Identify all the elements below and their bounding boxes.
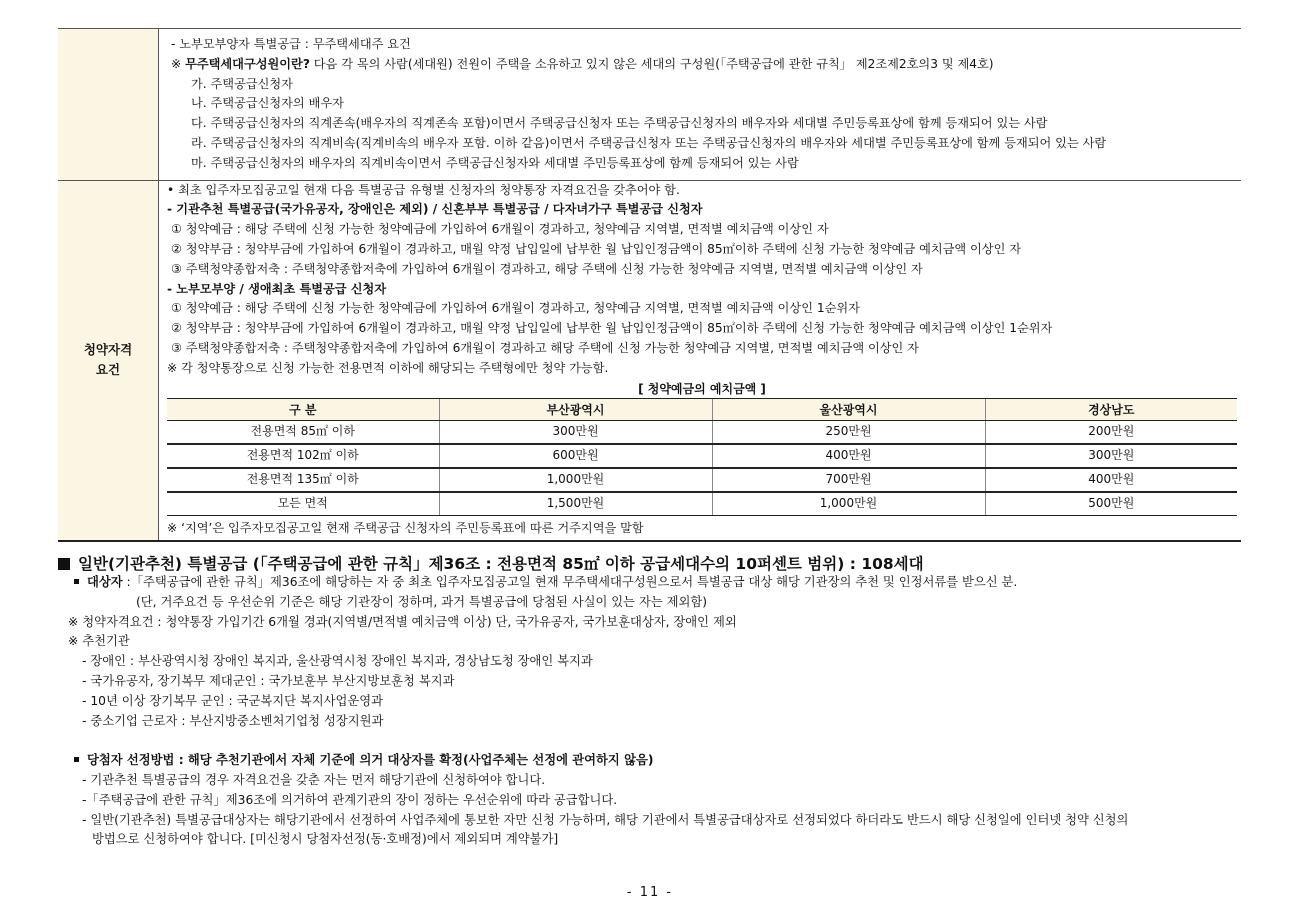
list-item: - 국가유공자, 장기복무 제대군인 : 국가보훈부 부산지방보훈청 복지과 [82, 673, 455, 688]
list-item: - 중소기업 근로자 : 부산지방중소벤처기업청 성장지원과 [82, 713, 384, 728]
definition-line: ※ 무주택세대구성원이란? 다음 각 목의 사람(세대원) 전원이 주택을 소유하고 있지 않은 세대의 구성원(「주택공급에 관한 규칙」 제2조제2호의3 및 제4호) [171, 56, 994, 71]
list-item: - 장애인 : 부산광역시청 장애인 복지과, 울산광역시청 장애인 복지과, 경상남도청 장애인 복지과 [82, 654, 593, 669]
deposit-table [167, 398, 1237, 516]
column-header: 경상남도 [985, 398, 1237, 420]
list-item: ① 청약예금 : 해당 주택에 신청 가능한 청약예금에 가입하여 6개월이 경과하고, 청약예금 지역별, 면적별 예치금액 이상인 자 [171, 222, 829, 237]
section-title: 일반(기관추천) 특별공급 (「주택공급에 관한 규칙」제36조 : 전용면적 85㎡ 이하 공급세대수의 10퍼센트 범위) : 108세대 [58, 552, 924, 574]
definition-term: 무주택세대구성원이란? [185, 56, 310, 71]
table-row: 모든 면적 1,500만원 1,000만원 500만원 [167, 492, 1237, 516]
note-line: ※ ‘지역’은 입주자모집공고일 현재 주택공급 신청자의 주민등록표에 따른 거주지역을 말함 [167, 520, 644, 535]
target-line: 대상자 :「주택공급에 관한 규칙」제36조에 해당하는 자 중 최초 입주자모집공고일 현재 무주택세대구성원으로서 특별공급 대상 해당 기관장의 추천 및 인정서류를 받으신 분. [58, 573, 1248, 593]
note-line: ※ 각 청약통장으로 신청 가능한 전용면적 이하에 해당되는 주택형에만 청약 가능함. [167, 360, 609, 375]
target-note: (단, 거주요건 등 우선순위 기준은 해당 기관장이 정하며, 과거 특별공급에 당첨된 사실이 있는 자는 제외함) [136, 594, 708, 609]
list-item: -「주택공급에 관한 규칙」제36조에 의거하여 관계기관의 장이 정하는 우선순위에 따라 공급합니다. [82, 792, 618, 807]
text-line: 나. 주택공급신청자의 배우자 [191, 96, 344, 111]
agency-title: ※ 추천기관 [68, 634, 130, 649]
bullet-icon [74, 579, 79, 584]
list-item: ② 청약부금 : 청약부금에 가입하여 6개월이 경과하고, 매월 약정 납입일에 납부한 월 납입인정금액이 85㎡이하 주택에 신청 가능한 청약예금 예치금액 이상인 1순위자 [171, 321, 1053, 336]
list-item: - 기관추천 특별공급의 경우 자격요건을 갖춘 자는 먼저 해당기관에 신청하여야 합니다. [82, 772, 546, 787]
table-row: 전용면적 135㎡ 이하 1,000만원 700만원 400만원 [167, 468, 1237, 492]
list-item: ③ 주택청약종합저축 : 주택청약종합저축에 가입하여 6개월이 경과하고, 해당 주택에 신청 가능한 청약예금 지역별, 면적별 예치금액 이상인 자 [171, 261, 923, 276]
bullet-icon [74, 757, 79, 762]
document-page [58, 28, 1241, 542]
page-number: - 11 - [626, 885, 674, 900]
requirements-table [58, 28, 1241, 542]
row-label: 청약자격 요건 [58, 180, 159, 540]
requirements-cell [159, 180, 1242, 540]
qualification-line: ※ 청약자격요건 : 청약통장 가입기간 6개월 경과(지역별/면적별 예치금액 이상) 단, 국가유공자, 국가보훈대상자, 장애인 제외 [68, 614, 737, 629]
list-item: - 일반(기관추천) 특별공급대상자는 해당기관에서 선정하여 사업주체에 통보한 자만 신청 가능하며, 해당 기관에서 특별공급대상자로 선정되었다 하더라도 반드시 해당 신청일에 인터넷 청약 신청의 [82, 812, 1129, 827]
text-line: 가. 주택공급신청자 [191, 76, 293, 91]
group-title: - 노부모부양 / 생애최초 특별공급 신청자 [167, 281, 387, 296]
column-header: 부산광역시 [439, 398, 712, 420]
column-header: 울산광역시 [712, 398, 985, 420]
list-item: ① 청약예금 : 해당 주택에 신청 가능한 청약예금에 가입하여 6개월이 경과하고, 청약예금 지역별, 면적별 예치금액 이상인 1순위자 [171, 301, 860, 316]
group-title: - 기관추천 특별공급(국가유공자, 장애인은 제외) / 신혼부부 특별공급 / 다자녀가구 특별공급 신청자 [167, 202, 703, 217]
text-line: • 최초 입주자모집공고일 현재 다음 특별공급 유형별 신청자의 청약통장 자격요건을 갖추어야 함. [167, 182, 680, 197]
column-header: 구 분 [167, 398, 439, 420]
text-line: 마. 주택공급신청자의 배우자의 직계비속이면서 주택공급신청자와 세대별 주민등록표상에 함께 등재되어 있는 사람 [191, 155, 799, 170]
table-row: 전용면적 85㎡ 이하 300만원 250만원 200만원 [167, 420, 1237, 444]
text-line: 라. 주택공급신청자의 직계비속(직계비속의 배우자 포함. 이하 같음)이면서 주택공급신청자 또는 주택공급신청자의 배우자와 세대별 주민등록표상에 함께 등재되어 있는 사람 [191, 135, 1107, 150]
list-item: ③ 주택청약종합저축 : 주택청약종합저축에 가입하여 6개월이 경과하고 해당 주택에 신청 가능한 청약예금 지역별, 면적별 예치금액 이상인 자 [171, 340, 919, 355]
table-row: 전용면적 102㎡ 이하 600만원 400만원 300만원 [167, 444, 1237, 468]
winner-title: 당첨자 선정방법 : 해당 추천기관에서 자체 기준에 의거 대상자를 확정(사업주체는 선정에 관여하지 않음) [58, 751, 1248, 771]
list-item: - 10년 이상 장기복무 군인 : 국군복지단 복지사업운영과 [82, 693, 384, 708]
deposit-table-title: [ 청약예금의 예치금액 ] [638, 381, 766, 396]
homeless-definition-cell [159, 29, 1242, 181]
empty-label-cell [58, 29, 159, 181]
text-line: 다. 주택공급신청자의 직계존속(배우자의 직계존속 포함)이면서 주택공급신청자 또는 주택공급신청자의 배우자와 세대별 주민등록표상에 함께 등재되어 있는 사람 [191, 116, 1048, 131]
section-body [58, 573, 1248, 850]
list-item-continuation: 방법으로 신청하여야 합니다. [미신청시 당첨자선정(동·호배정)에서 제외되며 계약불가] [92, 832, 559, 847]
square-bullet-icon [58, 558, 70, 570]
text-line: - 노부모부양자 특별공급 : 무주택세대주 요건 [171, 37, 411, 51]
list-item: ② 청약부금 : 청약부금에 가입하여 6개월이 경과하고, 매월 약정 납입일에 납부한 월 납입인정금액이 85㎡이하 주택에 신청 가능한 청약예금 예치금액 이상인 자 [171, 241, 1021, 256]
